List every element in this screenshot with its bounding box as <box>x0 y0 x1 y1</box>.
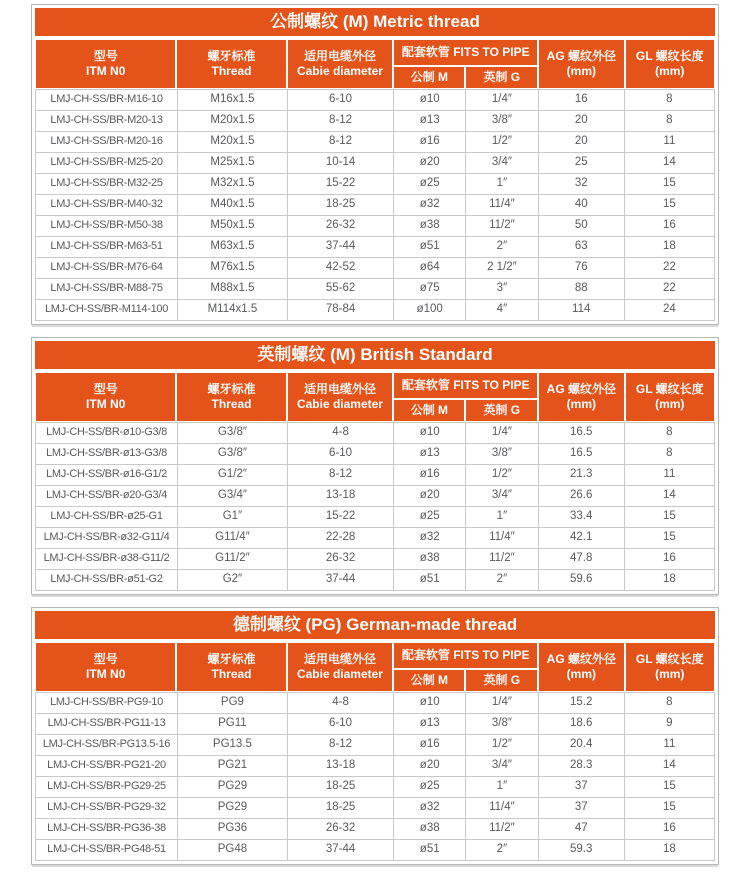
cell-itm-no: LMJ-CH-SS/BR-M50-38 <box>50 219 163 231</box>
cell-ag-mm: 42.1 <box>538 528 624 548</box>
cell-thread: PG13.5 <box>177 735 287 755</box>
cell-ag-mm: 63 <box>538 237 624 257</box>
cell-cable-diameter: 4-8 <box>287 423 393 443</box>
header-gl-zh: GL 螺纹长度 <box>635 382 704 396</box>
cell-gl-mm: 16 <box>624 819 714 839</box>
cell-thread: G3/8″ <box>177 423 287 443</box>
cell-itm-no: LMJ-CH-SS/BR-PG9-10 <box>50 696 163 708</box>
header-thread-zh: 螺牙标准 <box>207 382 256 396</box>
cell-ag-mm: 26.6 <box>538 486 624 506</box>
cell-thread: PG29 <box>177 798 287 818</box>
table-row <box>36 713 714 734</box>
cell-thread: G11/4″ <box>177 528 287 548</box>
table-row <box>36 755 714 776</box>
cell-ag-mm: 47.8 <box>538 549 624 569</box>
cell-gl-mm: 11 <box>624 735 714 755</box>
cell-cable-diameter: 18-25 <box>287 777 393 797</box>
header-pipe-imperial: 英制 G <box>465 399 538 422</box>
cell-itm-no: LMJ-CH-SS/BR-ø13-G3/8 <box>46 447 167 459</box>
cell-itm-no: LMJ-CH-SS/BR-ø10-G3/8 <box>46 426 167 438</box>
header-ag-en: (mm) <box>566 667 597 681</box>
cell-cable-diameter: 6-10 <box>287 714 393 734</box>
cell-thread: PG29 <box>177 777 287 797</box>
cell-ag-mm: 59.3 <box>538 840 624 860</box>
header-thread <box>176 39 286 89</box>
cell-cable-diameter: 15-22 <box>287 174 393 194</box>
cell-gl-mm: 15 <box>624 507 714 527</box>
cell-pipe-metric: ø25 <box>393 777 465 797</box>
header-cable-en: Cabie diameter <box>296 64 383 78</box>
cell-cable-diameter: 4-8 <box>287 693 393 713</box>
cell-itm-no: LMJ-CH-SS/BR-M20-13 <box>50 114 163 126</box>
header-ag-en: (mm) <box>566 397 597 411</box>
cell-pipe-imperial: 1/4″ <box>465 423 538 443</box>
header-itm-en: ITM N0 <box>86 64 126 78</box>
cell-thread: G2″ <box>177 570 287 590</box>
cell-gl-mm: 14 <box>624 756 714 776</box>
cell-ag-mm: 59.6 <box>538 570 624 590</box>
header-thread-en: Thread <box>211 667 252 681</box>
cell-thread: M88x1.5 <box>177 279 287 299</box>
cell-thread: M16x1.5 <box>177 90 287 110</box>
cell-pipe-imperial: 1″ <box>465 777 538 797</box>
cell-pipe-metric: ø25 <box>393 507 465 527</box>
cell-ag-mm: 21.3 <box>538 465 624 485</box>
cell-pipe-imperial: 11/2″ <box>465 819 538 839</box>
table-row <box>36 194 714 215</box>
table-row <box>36 548 714 569</box>
cell-pipe-metric: ø64 <box>393 258 465 278</box>
cell-ag-mm: 50 <box>538 216 624 236</box>
cell-cable-diameter: 13-18 <box>287 486 393 506</box>
cell-ag-mm: 16 <box>538 90 624 110</box>
cell-pipe-metric: ø51 <box>393 840 465 860</box>
cell-ag-mm: 114 <box>538 300 624 320</box>
cell-cable-diameter: 18-25 <box>287 195 393 215</box>
cell-pipe-metric: ø51 <box>393 237 465 257</box>
table-header <box>35 372 715 422</box>
cell-pipe-imperial: 11/2″ <box>465 216 538 236</box>
cell-gl-mm: 8 <box>624 693 714 713</box>
table-row <box>36 257 714 278</box>
cell-itm-no: LMJ-CH-SS/BR-M25-20 <box>50 156 163 168</box>
cell-thread: M32x1.5 <box>177 174 287 194</box>
cell-pipe-metric: ø20 <box>393 153 465 173</box>
cell-gl-mm: 15 <box>624 174 714 194</box>
cell-pipe-metric: ø10 <box>393 423 465 443</box>
table-row <box>36 131 714 152</box>
cell-thread: PG48 <box>177 840 287 860</box>
cell-pipe-metric: ø32 <box>393 528 465 548</box>
cell-pipe-metric: ø51 <box>393 570 465 590</box>
cell-ag-mm: 33.4 <box>538 507 624 527</box>
cell-cable-diameter: 10-14 <box>287 153 393 173</box>
cell-ag-mm: 28.3 <box>538 756 624 776</box>
cell-pipe-metric: ø32 <box>393 195 465 215</box>
cell-cable-diameter: 26-32 <box>287 819 393 839</box>
cell-thread: M63x1.5 <box>177 237 287 257</box>
cell-pipe-metric: ø13 <box>393 111 465 131</box>
header-gl-en: (mm) <box>655 64 685 78</box>
cell-itm-no: LMJ-CH-SS/BR-ø20-G3/4 <box>46 489 167 501</box>
cell-pipe-metric: ø38 <box>393 216 465 236</box>
header-fits-to-pipe: 配套软管 FITS TO PIPE <box>393 372 538 399</box>
table-row <box>36 464 714 485</box>
cell-pipe-imperial: 1/4″ <box>465 90 538 110</box>
cell-thread: G11/2″ <box>177 549 287 569</box>
cell-ag-mm: 47 <box>538 819 624 839</box>
table-row <box>36 299 714 320</box>
header-thread-zh: 螺牙标准 <box>207 49 256 63</box>
table-row <box>36 152 714 173</box>
header-pipe-metric: 公制 M <box>393 66 465 89</box>
cell-gl-mm: 15 <box>624 777 714 797</box>
table-row <box>36 776 714 797</box>
cell-pipe-imperial: 3/8″ <box>465 714 538 734</box>
cell-pipe-metric: ø32 <box>393 798 465 818</box>
cell-thread: M114x1.5 <box>177 300 287 320</box>
cell-cable-diameter: 55-62 <box>287 279 393 299</box>
cell-pipe-imperial: 3/8″ <box>465 444 538 464</box>
cell-cable-diameter: 6-10 <box>287 90 393 110</box>
cell-cable-diameter: 13-18 <box>287 756 393 776</box>
cell-itm-no: LMJ-CH-SS/BR-PG11-13 <box>47 717 166 729</box>
cell-thread: G1″ <box>177 507 287 527</box>
header-itm-zh: 型号 <box>93 382 118 396</box>
table-body <box>35 89 715 321</box>
cell-gl-mm: 24 <box>624 300 714 320</box>
cell-itm-no: LMJ-CH-SS/BR-PG13.5-16 <box>42 738 171 750</box>
table-header <box>35 39 715 89</box>
cell-pipe-imperial: 3″ <box>465 279 538 299</box>
british-standard-table <box>31 337 719 595</box>
cell-pipe-imperial: 11/2″ <box>465 549 538 569</box>
cell-ag-mm: 20 <box>538 111 624 131</box>
cell-itm-no: LMJ-CH-SS/BR-M16-10 <box>50 93 163 105</box>
header-gl-en: (mm) <box>655 667 685 681</box>
header-gl-thread-length <box>625 39 715 89</box>
cell-thread: PG11 <box>177 714 287 734</box>
cell-pipe-imperial: 1/2″ <box>465 132 538 152</box>
cell-cable-diameter: 37-44 <box>287 237 393 257</box>
header-itm-zh: 型号 <box>93 49 118 63</box>
header-ag-outer-diameter <box>538 39 624 89</box>
cell-pipe-imperial: 1″ <box>465 174 538 194</box>
header-pipe-metric: 公制 M <box>393 399 465 422</box>
cell-gl-mm: 8 <box>624 423 714 443</box>
cell-gl-mm: 8 <box>624 444 714 464</box>
header-pipe-imperial: 英制 G <box>465 66 538 89</box>
cell-ag-mm: 76 <box>538 258 624 278</box>
header-gl-thread-length <box>625 642 715 692</box>
cell-gl-mm: 22 <box>624 258 714 278</box>
cell-pipe-metric: ø75 <box>393 279 465 299</box>
table-row <box>36 839 714 860</box>
cell-ag-mm: 40 <box>538 195 624 215</box>
cell-cable-diameter: 26-32 <box>287 549 393 569</box>
header-cable-en: Cabie diameter <box>296 667 383 681</box>
cell-pipe-metric: ø38 <box>393 819 465 839</box>
cell-cable-diameter: 42-52 <box>287 258 393 278</box>
table-row <box>36 818 714 839</box>
header-thread-en: Thread <box>211 64 252 78</box>
cell-itm-no: LMJ-CH-SS/BR-PG48-51 <box>47 843 166 855</box>
cell-cable-diameter: 8-12 <box>287 132 393 152</box>
header-cable-diameter <box>287 39 394 89</box>
cell-itm-no: LMJ-CH-SS/BR-ø32-G11/4 <box>43 531 170 543</box>
table-title-german: 德制螺纹 (PG) German-made thread <box>35 611 715 639</box>
cell-gl-mm: 8 <box>624 111 714 131</box>
cell-cable-diameter: 22-28 <box>287 528 393 548</box>
table-header <box>35 642 715 692</box>
cell-gl-mm: 15 <box>624 528 714 548</box>
cell-cable-diameter: 15-22 <box>287 507 393 527</box>
table-row <box>36 569 714 590</box>
header-itm-no <box>35 642 176 692</box>
cell-pipe-metric: ø100 <box>393 300 465 320</box>
table-row <box>36 692 714 713</box>
table-row <box>36 527 714 548</box>
cell-thread: G3/8″ <box>177 444 287 464</box>
cell-itm-no: LMJ-CH-SS/BR-PG36-38 <box>47 822 166 834</box>
header-cable-zh: 适用电缆外径 <box>303 49 376 63</box>
cell-pipe-metric: ø38 <box>393 549 465 569</box>
header-pipe-metric: 公制 M <box>393 669 465 692</box>
cell-gl-mm: 16 <box>624 549 714 569</box>
cell-ag-mm: 37 <box>538 798 624 818</box>
table-body <box>35 422 715 591</box>
header-cable-diameter <box>287 642 394 692</box>
header-cable-zh: 适用电缆外径 <box>303 652 376 666</box>
cell-pipe-imperial: 1/2″ <box>465 465 538 485</box>
cell-thread: PG9 <box>177 693 287 713</box>
cell-thread: PG21 <box>177 756 287 776</box>
cell-thread: G1/2″ <box>177 465 287 485</box>
cell-gl-mm: 22 <box>624 279 714 299</box>
table-row <box>36 485 714 506</box>
cell-gl-mm: 15 <box>624 798 714 818</box>
cell-ag-mm: 20.4 <box>538 735 624 755</box>
cell-pipe-metric: ø10 <box>393 693 465 713</box>
table-row <box>36 236 714 257</box>
table-row <box>36 278 714 299</box>
cell-gl-mm: 14 <box>624 153 714 173</box>
cell-itm-no: LMJ-CH-SS/BR-M88-75 <box>50 282 163 294</box>
header-fits-to-pipe: 配套软管 FITS TO PIPE <box>393 39 538 66</box>
cell-itm-no: LMJ-CH-SS/BR-M63-51 <box>50 240 163 252</box>
cell-pipe-metric: ø13 <box>393 714 465 734</box>
cell-gl-mm: 8 <box>624 90 714 110</box>
cell-ag-mm: 88 <box>538 279 624 299</box>
cell-ag-mm: 37 <box>538 777 624 797</box>
header-gl-zh: GL 螺纹长度 <box>635 652 704 666</box>
cell-itm-no: LMJ-CH-SS/BR-ø38-G11/2 <box>43 552 170 564</box>
cell-ag-mm: 16.5 <box>538 423 624 443</box>
cell-cable-diameter: 8-12 <box>287 735 393 755</box>
cell-pipe-imperial: 1/4″ <box>465 693 538 713</box>
header-fits-to-pipe: 配套软管 FITS TO PIPE <box>393 642 538 669</box>
cell-pipe-imperial: 3/4″ <box>465 486 538 506</box>
cell-itm-no: LMJ-CH-SS/BR-M20-16 <box>50 135 163 147</box>
header-ag-zh: AG 螺纹外径 <box>546 652 617 666</box>
cell-ag-mm: 18.6 <box>538 714 624 734</box>
cell-pipe-imperial: 4″ <box>465 300 538 320</box>
table-title-british: 英制螺纹 (M) British Standard <box>35 341 715 369</box>
table-title-metric: 公制螺纹 (M) Metric thread <box>35 8 715 36</box>
table-row <box>36 506 714 527</box>
cell-cable-diameter: 78-84 <box>287 300 393 320</box>
cell-ag-mm: 16.5 <box>538 444 624 464</box>
metric-thread-table <box>31 4 719 325</box>
header-ag-zh: AG 螺纹外径 <box>546 382 617 396</box>
cell-gl-mm: 14 <box>624 486 714 506</box>
cell-pipe-imperial: 2″ <box>465 840 538 860</box>
cell-pipe-imperial: 3/8″ <box>465 111 538 131</box>
cell-itm-no: LMJ-CH-SS/BR-M114-100 <box>44 303 169 315</box>
header-thread <box>176 372 286 422</box>
cell-pipe-metric: ø13 <box>393 444 465 464</box>
cell-itm-no: LMJ-CH-SS/BR-M40-32 <box>50 198 163 210</box>
cell-thread: G3/4″ <box>177 486 287 506</box>
cell-gl-mm: 11 <box>624 465 714 485</box>
cell-cable-diameter: 8-12 <box>287 465 393 485</box>
header-cable-zh: 适用电缆外径 <box>303 382 376 396</box>
cell-itm-no: LMJ-CH-SS/BR-M32-25 <box>50 177 163 189</box>
header-cable-en: Cabie diameter <box>296 397 383 411</box>
header-thread-zh: 螺牙标准 <box>207 652 256 666</box>
header-gl-en: (mm) <box>655 397 685 411</box>
cell-pipe-metric: ø25 <box>393 174 465 194</box>
cell-thread: M25x1.5 <box>177 153 287 173</box>
cell-ag-mm: 32 <box>538 174 624 194</box>
cell-pipe-metric: ø16 <box>393 465 465 485</box>
cell-itm-no: LMJ-CH-SS/BR-ø25-G1 <box>50 510 163 522</box>
cell-thread: M50x1.5 <box>177 216 287 236</box>
header-itm-zh: 型号 <box>93 652 118 666</box>
german-pg-thread-table <box>31 607 719 865</box>
cell-pipe-imperial: 11/4″ <box>465 528 538 548</box>
table-row <box>36 443 714 464</box>
cell-ag-mm: 15.2 <box>538 693 624 713</box>
cell-itm-no: LMJ-CH-SS/BR-ø16-G1/2 <box>46 468 167 480</box>
cell-pipe-imperial: 2 1/2″ <box>465 258 538 278</box>
cell-cable-diameter: 37-44 <box>287 570 393 590</box>
header-ag-outer-diameter <box>538 372 624 422</box>
cell-gl-mm: 18 <box>624 840 714 860</box>
cell-pipe-metric: ø20 <box>393 756 465 776</box>
cell-pipe-imperial: 2″ <box>465 237 538 257</box>
cell-ag-mm: 20 <box>538 132 624 152</box>
header-ag-zh: AG 螺纹外径 <box>546 49 617 63</box>
table-row <box>36 110 714 131</box>
header-cable-diameter <box>287 372 394 422</box>
cell-itm-no: LMJ-CH-SS/BR-PG29-32 <box>47 801 166 813</box>
cell-pipe-imperial: 1/2″ <box>465 735 538 755</box>
cell-pipe-imperial: 2″ <box>465 570 538 590</box>
header-gl-zh: GL 螺纹长度 <box>635 49 704 63</box>
cell-cable-diameter: 8-12 <box>287 111 393 131</box>
cell-cable-diameter: 18-25 <box>287 798 393 818</box>
cell-pipe-metric: ø10 <box>393 90 465 110</box>
header-ag-outer-diameter <box>538 642 624 692</box>
cell-thread: M20x1.5 <box>177 132 287 152</box>
cell-gl-mm: 11 <box>624 132 714 152</box>
table-row <box>36 215 714 236</box>
header-gl-thread-length <box>625 372 715 422</box>
header-thread <box>176 642 286 692</box>
cell-pipe-imperial: 1″ <box>465 507 538 527</box>
table-row <box>36 422 714 443</box>
header-pipe-imperial: 英制 G <box>465 669 538 692</box>
cell-itm-no: LMJ-CH-SS/BR-ø51-G2 <box>50 573 163 585</box>
cell-thread: M20x1.5 <box>177 111 287 131</box>
header-itm-en: ITM N0 <box>86 397 126 411</box>
cell-cable-diameter: 37-44 <box>287 840 393 860</box>
table-body <box>35 692 715 861</box>
cell-pipe-metric: ø16 <box>393 735 465 755</box>
header-itm-no <box>35 39 176 89</box>
cell-thread: M40x1.5 <box>177 195 287 215</box>
table-row <box>36 797 714 818</box>
table-row <box>36 173 714 194</box>
table-row <box>36 89 714 110</box>
cell-thread: M76x1.5 <box>177 258 287 278</box>
header-itm-en: ITM N0 <box>86 667 126 681</box>
cell-itm-no: LMJ-CH-SS/BR-PG21-20 <box>47 759 166 771</box>
cell-pipe-imperial: 3/4″ <box>465 756 538 776</box>
cell-pipe-imperial: 11/4″ <box>465 798 538 818</box>
header-ag-en: (mm) <box>566 64 597 78</box>
cell-pipe-imperial: 3/4″ <box>465 153 538 173</box>
cell-gl-mm: 16 <box>624 216 714 236</box>
cell-pipe-metric: ø16 <box>393 132 465 152</box>
cell-gl-mm: 18 <box>624 570 714 590</box>
cell-gl-mm: 9 <box>624 714 714 734</box>
cell-thread: PG36 <box>177 819 287 839</box>
cell-gl-mm: 18 <box>624 237 714 257</box>
header-thread-en: Thread <box>211 397 252 411</box>
cell-pipe-imperial: 11/4″ <box>465 195 538 215</box>
cell-cable-diameter: 26-32 <box>287 216 393 236</box>
cell-itm-no: LMJ-CH-SS/BR-PG29-25 <box>47 780 166 792</box>
cell-gl-mm: 15 <box>624 195 714 215</box>
header-itm-no <box>35 372 176 422</box>
cell-pipe-metric: ø20 <box>393 486 465 506</box>
cell-itm-no: LMJ-CH-SS/BR-M76-64 <box>50 261 163 273</box>
cell-cable-diameter: 6-10 <box>287 444 393 464</box>
cell-ag-mm: 25 <box>538 153 624 173</box>
table-row <box>36 734 714 755</box>
